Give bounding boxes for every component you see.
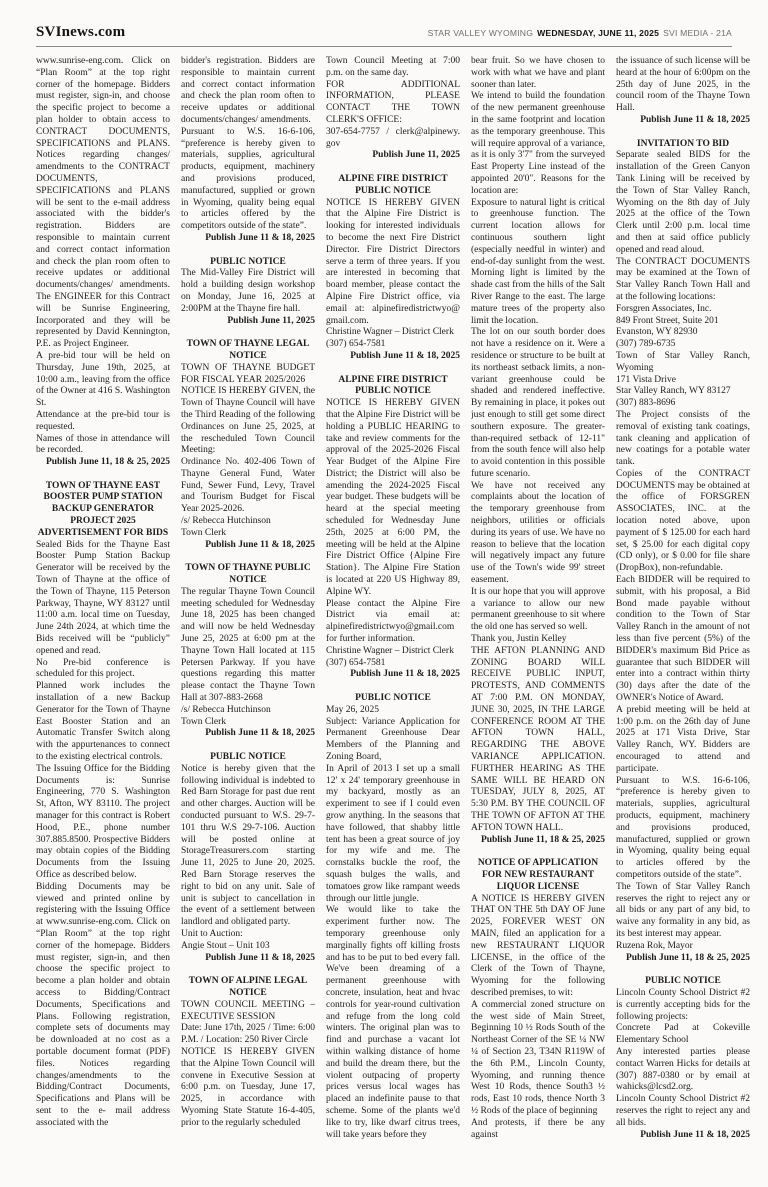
notice-paragraph: Lincoln County School District #2 is currently accepting bids for the following projects:: [616, 987, 750, 1022]
notice-paragraph: Angie Stout – Unit 103: [181, 940, 270, 951]
publish-line: Publish June 11, 2025: [372, 150, 460, 161]
notice-paragraph: Each BIDDER will be required to submit, with his proposal, a Bid Bond made payable without condition to the Town of Star Valley Ranch in the amount of not less than five percent (5%) of the BIDDER's maximum Bid Price as guarantee that such BIDDER will enter into a contract within thirty (30) days after the date of the OWNER's Notice of Award.: [616, 575, 750, 704]
publish-line: Publish June 11, 18 & 25, 2025: [45, 457, 170, 468]
notice-paragraph: Town of Star Valley Ranch, Wyoming: [616, 350, 750, 373]
notice-paragraph: FOR ADDITIONAL INFORMATION, PLEASE CONTACT THE TOWN CLERK'S OFFICE:: [326, 79, 460, 125]
notice-column-1: [36, 56, 170, 1174]
notice-paragraph: bear fruit. So we have chosen to work with what we have and plant sooner than later.: [471, 56, 605, 90]
notice-column-2: [181, 56, 315, 1174]
notice-heading: TOWN OF THAYNE EAST BOOSTER PUMP STATION BACKUP GENERATOR PROJECT 2025 ADVERTISEMENT FOR BIDS: [37, 480, 169, 538]
notice-column-3: [326, 56, 460, 1174]
notice-heading: ALPINE FIRE DISTRICT PUBLIC NOTICE: [338, 374, 448, 397]
notice-paragraph: (307) 789-6735: [616, 339, 676, 350]
notice-paragraph: 171 Vista Drive: [616, 374, 676, 385]
notice-paragraph: Copies of the CONTRACT DOCUMENTS may be obtained at the office of FORSGREN ASSOCIATES, INC. at the location noted above, upon payment of $ 125.00 for each hard set, $ 25.00 for each digital copy (CD only), or $ 0.00 for file share (DropBox), non-refundable.: [616, 468, 750, 574]
notice-paragraph: Date: June 17th, 2025 / Time: 6:00 P.M. / Location: 250 River Circle: [181, 1023, 315, 1046]
header-edition: SVI MEDIA - 21A: [663, 28, 732, 38]
notice-paragraph: The CONTRACT DOCUMENTS may be examined at the Town of Star Valley Ranch Town Hall and at the following locations:: [616, 256, 750, 302]
notice-paragraph: Sealed Bids for the Thayne East Booster Pump Station Backup Generator will be received by the Town of Thayne at the office of the Town of Thayne, 115 Peterson Parkway, Thayne, WY 83127 until 11:00 a.m. local time on Tuesday, June 24th 2024, at which time the Bids received will be “publicly” opened and read.: [36, 539, 170, 656]
notice-paragraph: Subject: Variance Application for Permanent Greenhouse Dear Members of the Planning and Zoning Board,: [326, 716, 460, 763]
notice-paragraph: Concrete Pad at Cokeville Elementary School: [616, 1023, 750, 1046]
notice-heading: PUBLIC NOTICE: [645, 976, 721, 987]
notice-paragraph: the issuance of such license will be heard at the hour of 6:00pm on the 25th day of June 2025, in the council room of the Thayne Town Hall.: [616, 56, 750, 114]
notice-paragraph: Ruzena Rok, Mayor: [616, 940, 693, 951]
notice-column-4: [471, 56, 605, 1174]
notice-paragraph: (307) 883-8696: [616, 398, 676, 409]
notice-paragraph: Town Council Meeting at 7:00 p.m. on the same day.: [326, 56, 460, 78]
notice-paragraph: (307) 654-7581: [326, 657, 386, 668]
notice-paragraph: Bidding Documents may be viewed and printed online by registering with the Issuing Office at www.sunrise-eng.com. Click on “Plan Room” at the top right corner of the homepage. Bidders must register, sign-in, and then choose the specific project to become a plan holder and obtain access to Bidding/Contract Documents, Specifications and Plans. Following registration, complete sets of documents may be downloaded at no cost as a portable document format (PDF) files. Notices regarding changes/amendments to the Bidding/Contract Documents, Specifications and Plans will be sent to the e- mail address associated with the: [36, 881, 170, 1128]
publish-line: Publish June 11 & 18, 2025: [350, 669, 460, 680]
publish-line: Publish June 11 & 18, 2025: [205, 232, 315, 243]
notice-paragraph: TOWN OF THAYNE BUDGET FOR FISCAL YEAR 2025/2026: [181, 362, 315, 385]
notices-columns: [36, 56, 750, 1174]
notice-paragraph: Separate sealed BIDS for the installation of the Green Canyon Tank Lining will be received by the Town of Star Valley Ranch, Wyoming on the 8th day of July 2025 at the office of the Town Clerk until 2:00 p.m. local time and then at said office publicly opened and read aloud.: [616, 150, 750, 255]
notice-paragraph: bidder's registration. Bidders are responsible to maintain current and correct contact information and check the plan room often to receive updates or additional documents/changes/ amendments.: [181, 56, 315, 125]
notice-paragraph: Unit to Auction:: [181, 928, 243, 939]
notice-paragraph: (307) 654-7581: [326, 339, 386, 350]
notice-paragraph: May 26, 2025: [326, 704, 380, 715]
notice-paragraph: /s/ Rebecca Hutchinson: [181, 704, 271, 715]
notice-paragraph: Notice is hereby given that the following individual is indebted to Red Barn Storage for past due rent and other charges. Auction will be conducted pursuant to W.S. 29-7-101 thru W.S 29-7-106. Auction will be posted online at StorageTreasurers.com starting June 11, 2025 to June 20, 2025. Red Barn Storage reserves the right to bid on any unit. Sale of unit is subject to cancellation in the event of a settlement between landlord and obligated party.: [181, 763, 315, 928]
notice-paragraph: A pre-bid tour will be held on Thursday, June 19th, 2025, at 10:00 a.m., leaving from the office of the Owner at 416 S. Washington St.: [36, 350, 170, 409]
publish-line: Publish June 11, 18 & 25, 2025: [480, 834, 605, 845]
notice-paragraph: Forsgren Associates, Inc.: [616, 303, 712, 314]
notice-paragraph: The regular Thayne Town Council meeting scheduled for Wednesday June 18, 2025 has been changed and will now be held Wednesday June 25, 2025 at 6:00 pm at the Thayne Town Hall located at 115 Petersen Parkway. If you have questions regarding this matter please contact the Thayne Town Hall at 307-883-2668: [181, 586, 315, 704]
notice-column-5: [616, 56, 750, 1174]
notice-paragraph: Any interested parties please contact Warren Hicks for details at (307) 887-0380 or by email at wahicks@lcsd2.org.: [616, 1046, 750, 1093]
notice-paragraph: Star Valley Ranch, WY 83127: [616, 386, 731, 397]
publish-line: Publish June 11 & 18, 2025: [205, 728, 315, 739]
notice-paragraph: Please contact the Alpine Fire District via email at: alpinefiredistrictwyo@gmail.com for further information.: [326, 598, 460, 645]
notice-paragraph: NOTICE IS HEREBY GIVEN, the Town of Thayne Council will have the Third Reading of the following Ordinances on June 25, 2025, at the rescheduled Town Council Meeting:: [181, 386, 315, 456]
notice-paragraph: In April of 2013 I set up a small 12' x 24' temporary greenhouse in my backyard, mostly as an experiment to see if I could even grow anything. In the seasons that have followed, that shabby little tent has been a great source of joy for my wife and me. The cornstalks buckle the roof, the squash bulges the walls, and tomatoes grow like rampant weeds through our little jungle.: [326, 763, 460, 904]
notice-paragraph: Christine Wagner – District Clerk: [326, 327, 454, 338]
notice-heading: ALPINE FIRE DISTRICT PUBLIC NOTICE: [338, 173, 448, 196]
publish-line: Publish June 11 & 18, 2025: [205, 952, 315, 963]
notice-paragraph: A NOTICE IS HEREBY GIVEN THAT ON THE 5th DAY OF June 2025, FOREVER WEST ON MAIN, filed an application for a new RESTAURANT LIQUOR LICENSE, in the office of the Clerk of the Town of Thayne, Wyoming for the following described premises, to wit:: [471, 893, 605, 998]
header-divider: [36, 46, 732, 47]
notice-paragraph: We have not received any complaints about the location of the temporary greenhouse from neighbors, utilities or officials during its years of use. We have no reason to believe that the location will negatively impact any future use of the Town's wide 99' street easement.: [471, 480, 605, 586]
notice-paragraph: Ordinance No. 402-406 Town of Thayne General Fund, Water Fund, Sewer Fund, Levy, Travel and Tourism Budget for Fiscal Year 2025-2026.: [181, 457, 315, 515]
header-location: STAR VALLEY WYOMING: [427, 28, 534, 38]
notice-heading: PUBLIC NOTICE: [210, 752, 286, 763]
notice-paragraph: THE AFTON PLANNING AND ZONING BOARD WILL RECEIVE PUBLIC INPUT, PROTESTS, AND COMMENTS AT 7:00 P.M. ON MONDAY, JUNE 30, 2025, IN THE LARGE CONFERENCE ROOM AT THE AFTON TOWN HALL, REGARDING THE ABOVE VARIANCE APPLICATION. FURTHER HEARING AS THE SAME WILL BE HEARD ON TUESDAY, JULY 8, 2025, AT 5:30 P.M. BY THE COUNCIL OF THE TOWN OF AFTON AT THE AFTON TOWN HALL.: [471, 645, 605, 833]
notice-heading: TOWN OF THAYNE PUBLIC NOTICE: [185, 563, 311, 586]
notice-heading: INVITATION TO BID: [636, 138, 730, 149]
notice-paragraph: Town Clerk: [181, 527, 226, 538]
notice-heading: TOWN OF THAYNE LEGAL NOTICE: [186, 339, 310, 361]
header-date: WEDNESDAY, JUNE 11, 2025: [537, 28, 660, 38]
notice-paragraph: The Town of Star Valley Ranch reserves the right to reject any or all bids or any part of any bid, to waive any formality in any bid, as its best interest may appear.: [616, 881, 750, 939]
notice-paragraph: Attendance at the pre-bid tour is requested.: [36, 409, 170, 432]
notice-paragraph: The Mid-Valley Fire District will hold a building design workshop on Monday, June 16, 2025 at 2:00PM at the Thayne fire hall.: [181, 268, 315, 314]
notice-heading: PUBLIC NOTICE: [210, 256, 286, 267]
notice-paragraph: Names of those in attendance will be recorded.: [36, 433, 170, 456]
page-header: [36, 24, 732, 41]
notice-paragraph: Thank you, Justin Kelley: [471, 634, 567, 645]
notice-paragraph: NOTICE IS HEREBY GIVEN that the Alpine Town Council will convene in Executive Session at 6:00 p.m. on Tuesday, June 17, 2025, in accordance with Wyoming State Statute 16-4-405, prior to the regularly scheduled: [181, 1046, 315, 1128]
notice-paragraph: 307-654-7757 / clerk@alpinewy. gov: [326, 126, 460, 149]
notice-heading: TOWN OF ALPINE LEGAL NOTICE: [188, 976, 308, 998]
notice-paragraph: Pursuant to W.S. 16-6-106, “preference is hereby given to materials, supplies, agricultural products, equipment, machinery and provisions produced, manufactured, supplied or grown in Wyoming, quality being equal to articles offered by the competitors outside of the state”.: [181, 126, 315, 232]
publish-line: Publish June 11, 18 & 25, 2025: [625, 952, 750, 963]
notice-paragraph: It is our hope that you will approve a variance to allow our new permanent greenhouse to sit where the old one has served so well.: [471, 586, 605, 633]
publish-line: Publish June 11 & 18, 2025: [205, 539, 315, 550]
publish-line: Publish June 11, 2025: [227, 315, 315, 326]
site-name: SVInews.com: [36, 24, 126, 40]
notice-heading: PUBLIC NOTICE: [355, 693, 431, 704]
notice-paragraph: The lot on our south border does not have a residence on it. Were a residence or structure to be built at its northeast setback limits, a non-variant greenhouse could be shaded and rendered ineffective. By remaining in place, it pokes out just enough to still get some direct southern exposure. The greater- than-required setback of 12-11" from the south fence will also help to avoid contention in this possible future scenario.: [471, 327, 605, 479]
notice-heading: NOTICE OF APPLICATION FOR NEW RESTAURANT LIQUOR LICENSE: [477, 858, 599, 892]
notice-paragraph: www.sunrise-eng.com. Click on “Plan Room” at the top right corner of the homepage. Bidders must register, sign-in, and choose the specific project to become a plan holder to obtain access to CONTRACT DOCUMENTS, SPECIFICATIONS and PLANS. Notices regarding changes/ amendments to the CONTRACT DOCUMENTS, SPECIFICATIONS and PLANS will be sent to the e-mail address associated with the bidder's registration. Bidders are responsible to maintain current and correct contact information and check the plan room often to receive updates or additional documents/changes/ amendments. The ENGINEER for this Contract will be Sunrise Engineering, Incorporated and they will be represented by David Kennington, P.E. as Project Engineer.: [36, 56, 170, 350]
notice-paragraph: Christine Wagner – District Clerk: [326, 645, 454, 656]
notice-paragraph: TOWN COUNCIL MEETING – EXECUTIVE SESSION: [181, 999, 315, 1022]
notice-paragraph: The Issuing Office for the Bidding Documents is: Sunrise Engineering, 770 S. Washington St, Afton, WY 83110. The project manager for this contract is Robert Hood, P.E., phone number 307.885.8500. Prospective Bidders may obtain copies of the Bidding Documents from the Issuing Office as described below.: [36, 763, 170, 880]
notice-paragraph: A prebid meeting will be held at 1:00 p.m. on the 26th day of June 2025 at 171 Vista Drive, Star Valley Ranch, WY. Bidders are encouraged to attend and participate.: [616, 704, 750, 774]
publish-line: Publish June 11 & 18, 2025: [350, 350, 460, 361]
notice-paragraph: 849 Front Street, Suite 201: [616, 315, 719, 326]
notice-paragraph: The Project consists of the removal of existing tank coatings, tank cleaning and application of new coatings for a potable water tank.: [616, 409, 750, 468]
notice-paragraph: We intend to build the foundation of the new permanent greenhouse in the same footprint and location as the temporary greenhouse. This will require approval of a variance, as it is only 3'7" from the surveyed East Property Line instead of the appointed 20'0". Reasons for the location are:: [471, 91, 605, 196]
notice-paragraph: Evanston, WY 82930: [616, 327, 698, 338]
notice-paragraph: NOTICE IS HEREBY GIVEN that the Alpine Fire District is looking for interested individuals to become the next Fire District Director. Fire District Directors serve a term of three years. If you are interested in becoming that board member, please contact the Alpine Fire District office, via email at: alpinefiredistrictwyo@ gmail.com.: [326, 197, 460, 326]
header-meta: [428, 28, 732, 38]
notice-paragraph: And protests, if there be any against: [471, 1117, 605, 1140]
notice-paragraph: No Pre-bid conference is scheduled for this project.: [36, 657, 170, 680]
notice-paragraph: /s/ Rebecca Hutchinson: [181, 516, 271, 527]
notice-paragraph: NOTICE IS HEREBY GIVEN that the Alpine Fire District will be holding a PUBLIC HEARING to take and review comments for the approval of the 2025-2026 Fiscal Year Budget of the Alpine Fire District; the District will also be amending the 2024-2025 Fiscal year budget. These budgets will be heard at the special meeting scheduled for Wednesday June 25th, 2025 at 6:00 PM, the meeting will be held at the Alpine Fire District Office {Alpine Fire Station}. The Alpine Fire Station is located at 220 US Highway 89, Alpine WY.: [326, 398, 460, 597]
publish-line: Publish June 11 & 18, 2025: [640, 1129, 750, 1140]
publish-line: Publish June 11 & 18, 2025: [640, 114, 750, 125]
notice-paragraph: Planned work includes the installation of a new Backup Generator for the Town of Thayne East Booster Station and an Automatic Transfer Switch along with the appurtenances to connect to the existing electrical controls.: [36, 681, 170, 763]
notice-paragraph: Exposure to natural light is critical to greenhouse function. The current location allows for continuous southern light (especially needful in winter) and end-of-day sunlight from the west. Morning light is limited by the shade cast from the hills of the Salt River Range to the east. The large mature trees of the property also limit the location.: [471, 197, 605, 326]
notice-paragraph: We would like to take the experiment further now. The temporary greenhouse only marginally fights off killing frosts and has to be put to bed every fall. We've been dreaming of a permanent greenhouse with concrete, insulation, heat and hvac controls for year-round cultivation and refuge from the long cold winters. The original plan was to find and purchase a vacant lot within walking distance of home and build the dream there, but the violent outpacing of property prices versus local wages has placed an indefinite pause to that scheme. Some of the plants we'd like to try, like dwarf citrus trees, will take years before they: [326, 905, 460, 1140]
notice-paragraph: Lincoln County School District #2 reserves the right to reject any and all bids.: [616, 1094, 750, 1128]
notice-paragraph: A commercial zoned structure on the west side of Main Street, Beginning 10 ½ Rods South of the Northeast Corner of the SE ¼ NW ¼ of Section 23, T34N R119W of the 6th P.M., Lincoln County, Wyoming, and running thence West 10 Rods, thence South3 ½ rods, East 10 rods, thence North 3 ½ Rods of the place of beginning: [471, 999, 605, 1116]
notice-paragraph: Town Clerk: [181, 716, 226, 727]
notice-paragraph: Pursuant to W.S. 16-6-106, “preference is hereby given to materials, supplies, agricultural products, equipment, machinery and provisions produced, manufactured, supplied or grown in Wyoming, quality being equal to articles offered by the competitors outside of the state”.: [616, 775, 750, 880]
